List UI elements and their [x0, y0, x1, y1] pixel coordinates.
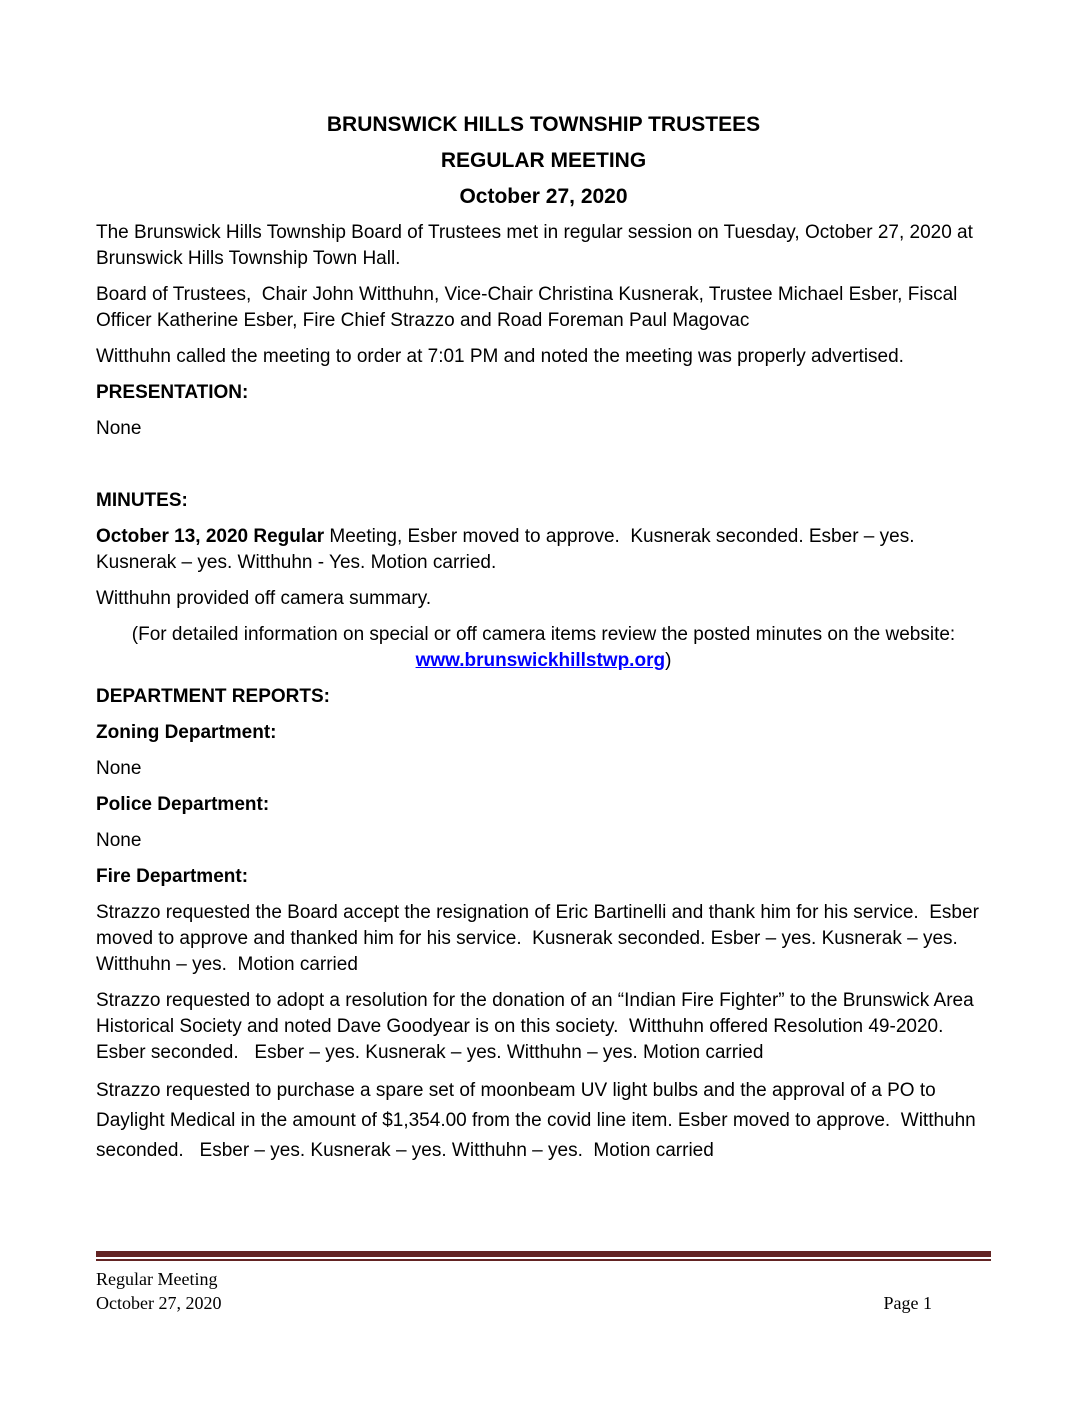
fire-resignation-paragraph: Strazzo requested the Board accept the resignation of Eric Bartinelli and thank him for his service. Esber moved to approve and thanked him for his service. Kusnerak seconded. Esber – yes. Kusnerak – yes. Witthuhn – yes. Motion carried: [96, 902, 985, 975]
doc-title-meeting-type: REGULAR MEETING: [440, 149, 647, 172]
minutes-approval-text: Meeting, Esber moved to approve. Kusnerak seconded. Esber – yes. Kusnerak – yes. Witthuhn - Yes. Motion carried.: [96, 526, 920, 573]
zoning-department-heading: Zoning Department:: [96, 722, 277, 743]
presentation-body: None: [96, 418, 142, 439]
doc-title-date: October 27, 2020: [459, 185, 628, 208]
fire-purchase-paragraph: Strazzo requested to purchase a spare set of moonbeam UV light bulbs and the approval of a PO to Daylight Medical in the amount of $1,354.00 from the covid line item. Esber moved to approve. Witthuhn seconded. Esber – yes. Kusnerak – yes. Witthuhn – yes. Motion carried: [96, 1080, 982, 1161]
call-to-order-paragraph: Witthuhn called the meeting to order at 7:01 PM and noted the meeting was properly advertised.: [96, 346, 904, 367]
fire-department-heading: Fire Department:: [96, 866, 249, 887]
website-note-suffix: ): [665, 650, 672, 671]
footer-left-block: [96, 1267, 221, 1315]
police-department-heading: Police Department:: [96, 794, 270, 815]
blank-line: [96, 452, 991, 488]
presentation-heading: PRESENTATION:: [96, 382, 249, 403]
footer-date: October 27, 2020: [96, 1293, 222, 1313]
page-footer: [96, 1251, 991, 1315]
zoning-department-body: None: [96, 758, 142, 779]
footer-page-number: Page 1: [883, 1293, 932, 1313]
website-note-prefix: (For detailed information on special or off camera items review the posted minutes on the website:: [131, 624, 961, 645]
footer-meeting-type: Regular Meeting: [96, 1269, 218, 1289]
minutes-summary-paragraph: Witthuhn provided off camera summary.: [96, 588, 432, 609]
minutes-approval-paragraph: [96, 524, 991, 576]
minutes-approval-date: October 13, 2020 Regular: [96, 526, 325, 547]
fire-donation-paragraph: Strazzo requested to adopt a resolution for the donation of an “Indian Fire Fighter” to the Brunswick Area Historical Society and noted Dave Goodyear is on this society. Witthuhn offered Resolution 49-2020. Esber seconded. Esber – yes. Kusnerak – yes. Witthuhn – yes. Motion carried: [96, 990, 979, 1063]
attendees-paragraph: Board of Trustees, Chair John Witthuhn, Vice-Chair Christina Kusnerak, Trustee Michael Esber, Fiscal Officer Katherine Esber, Fire Chief Strazzo and Road Foreman Paul Magovac: [96, 284, 963, 331]
department-reports-heading: DEPARTMENT REPORTS:: [96, 686, 330, 707]
footer-row: [96, 1267, 991, 1315]
website-link[interactable]: www.brunswickhillstwp.org: [415, 650, 666, 671]
intro-session-paragraph: The Brunswick Hills Township Board of Trustees met in regular session on Tuesday, October 27, 2020 at Brunswick Hills Township Town Hall.: [96, 222, 979, 269]
minutes-heading: MINUTES:: [96, 490, 188, 511]
website-note-paragraph: [96, 622, 991, 674]
footer-rule: [96, 1251, 991, 1261]
doc-title-org: BRUNSWICK HILLS TOWNSHIP TRUSTEES: [326, 113, 761, 136]
police-department-body: None: [96, 830, 142, 851]
